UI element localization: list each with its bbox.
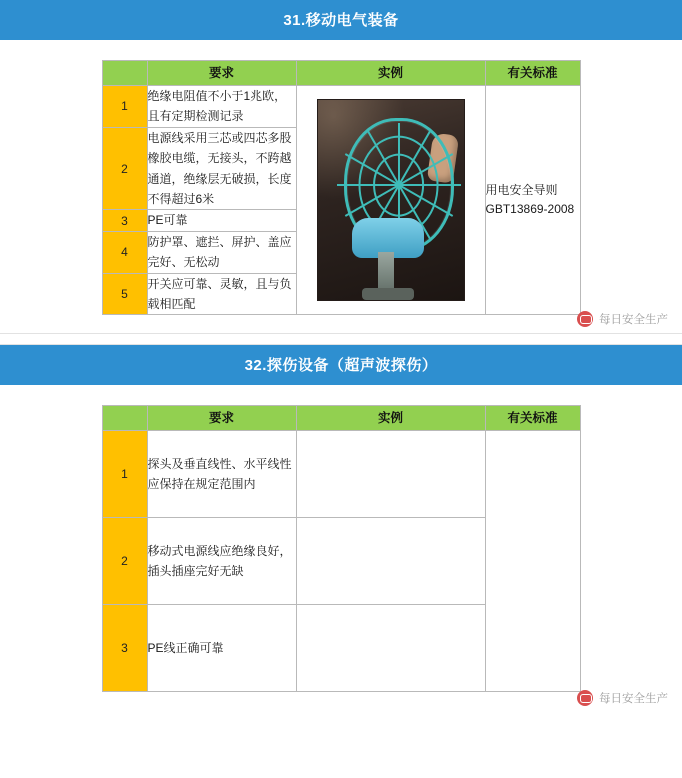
section-32-title: 32.探伤设备（超声波探伤） [0, 345, 682, 385]
section-31-table [102, 60, 581, 315]
row-requirement: PE线正确可靠 [147, 605, 296, 692]
column-header-no [102, 61, 147, 86]
example-photo-cell [296, 86, 485, 315]
table-row [102, 431, 580, 518]
row-requirement: 开关应可靠、灵敏，且与负载相匹配 [147, 273, 296, 315]
row-requirement: 探头及垂直线性、水平线性应保持在规定范围内 [147, 431, 296, 518]
section-divider [0, 333, 682, 345]
column-header-standard: 有关标准 [485, 406, 580, 431]
column-header-no [102, 406, 147, 431]
standard-reference: 用电安全导则GBT13869-2008 [485, 86, 580, 315]
section-31-body [0, 40, 682, 333]
row-requirement: PE可靠 [147, 210, 296, 231]
section-31-title: 31.移动电气装备 [0, 0, 682, 40]
row-number: 4 [102, 231, 147, 273]
row-requirement: 电源线采用三芯或四芯多股橡胶电缆，无接头，不跨越通道，绝缘层无破损，长度不得超过6米 [147, 127, 296, 210]
example-cell-empty [296, 518, 485, 605]
column-header-example: 实例 [296, 61, 485, 86]
table-header-row [102, 406, 580, 431]
wechat-logo-icon [577, 690, 593, 706]
section-32-table [102, 405, 581, 692]
row-number: 1 [102, 431, 147, 518]
row-number: 3 [102, 210, 147, 231]
row-number: 2 [102, 127, 147, 210]
fan-base [362, 288, 414, 300]
table-header-row [102, 61, 580, 86]
wechat-logo-icon [577, 311, 593, 327]
watermark-32 [577, 690, 668, 706]
watermark-label: 每日安全生产 [599, 314, 668, 327]
column-header-requirement: 要求 [147, 406, 296, 431]
section-32-body [0, 385, 682, 710]
column-header-standard: 有关标准 [485, 61, 580, 86]
watermark-label: 每日安全生产 [599, 693, 668, 706]
row-number: 3 [102, 605, 147, 692]
example-cell-empty [296, 431, 485, 518]
row-requirement: 移动式电源线应绝缘良好，插头插座完好无缺 [147, 518, 296, 605]
column-header-requirement: 要求 [147, 61, 296, 86]
watermark-31 [577, 311, 668, 327]
row-number: 1 [102, 86, 147, 128]
row-requirement: 防护罩、遮拦、屏护、盖应完好、无松动 [147, 231, 296, 273]
table-row [102, 86, 580, 128]
row-number: 2 [102, 518, 147, 605]
mobile-fan-photo [317, 99, 465, 301]
section-31 [0, 0, 682, 333]
example-cell-empty [296, 605, 485, 692]
standard-reference [485, 431, 580, 692]
section-32 [0, 345, 682, 710]
column-header-example: 实例 [296, 406, 485, 431]
row-requirement: 绝缘电阻值不小于1兆欧，且有定期检测记录 [147, 86, 296, 128]
row-number: 5 [102, 273, 147, 315]
